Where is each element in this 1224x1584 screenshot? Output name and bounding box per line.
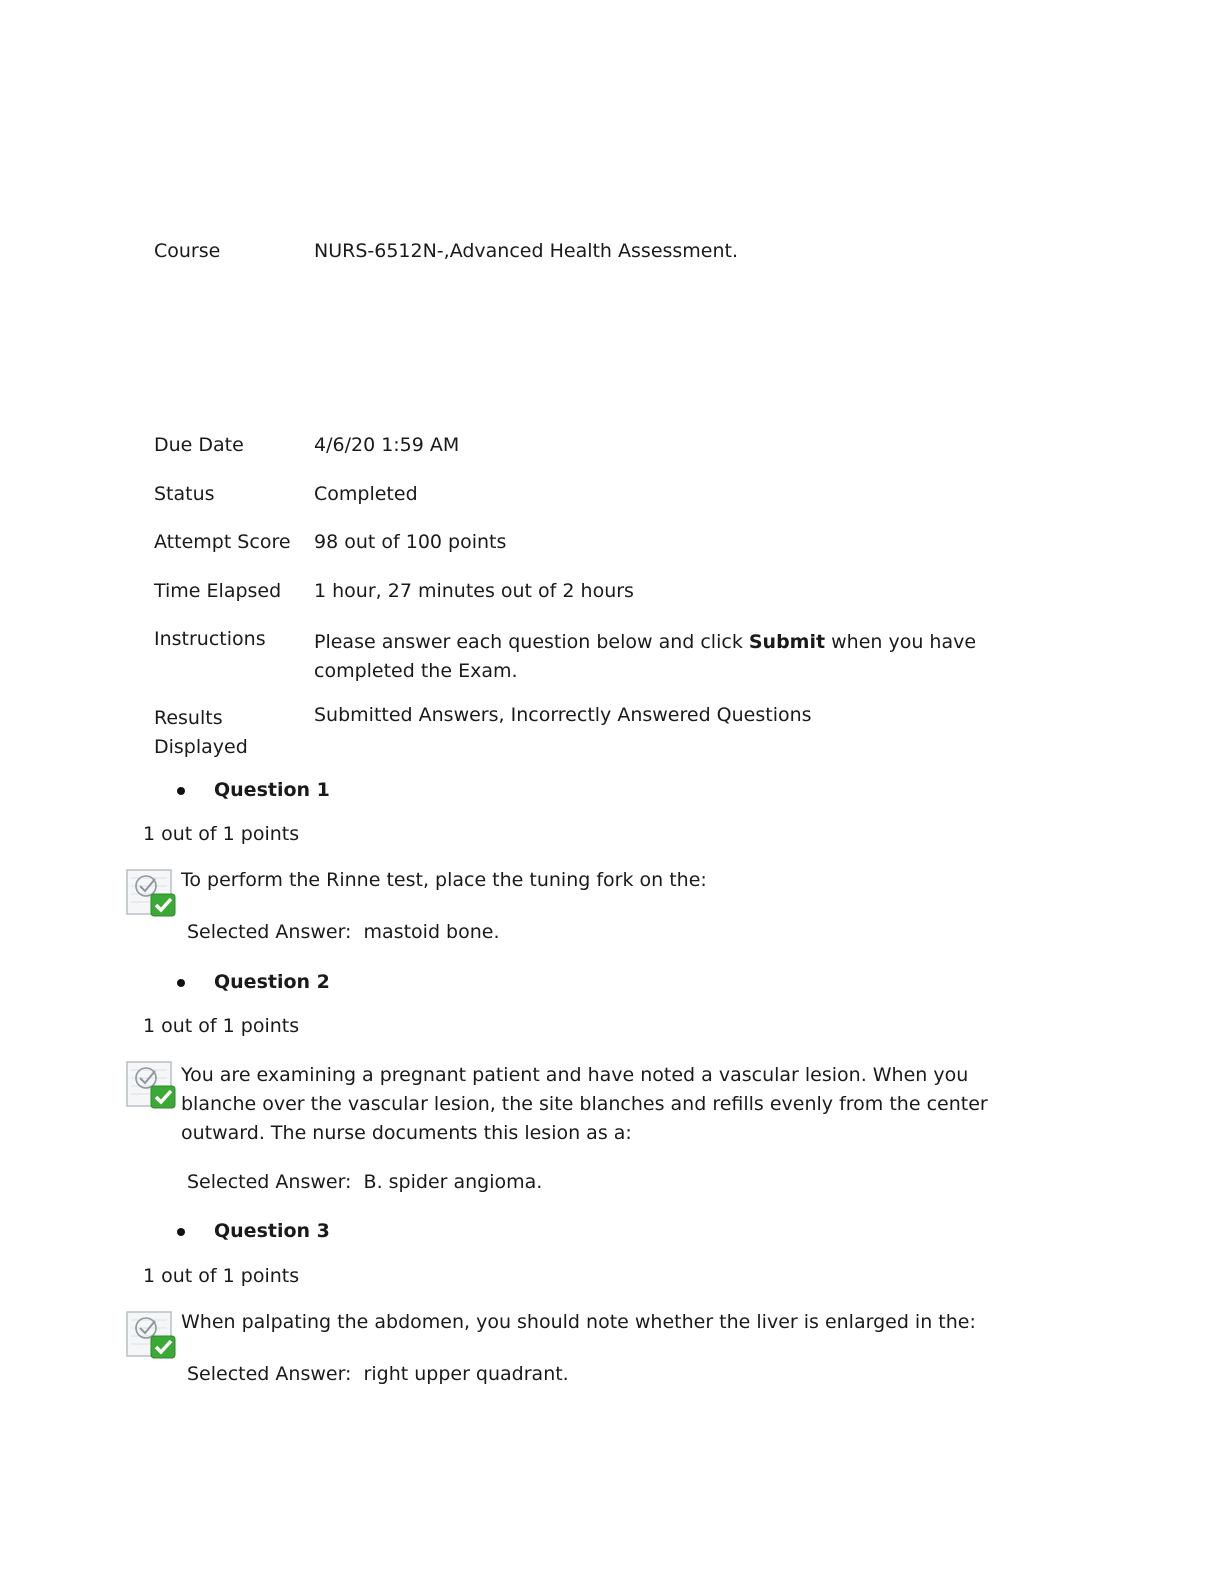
time-elapsed-value: 1 hour, 27 minutes out of 2 hours — [314, 580, 634, 602]
bullet-icon — [177, 979, 185, 987]
due-date-value: 4/6/20 1:59 AM — [314, 434, 460, 456]
results-displayed-value: Submitted Answers, Incorrectly Answered Questions — [314, 704, 812, 726]
status-value: Completed — [314, 483, 418, 505]
correct-check-icon — [126, 1310, 178, 1360]
time-elapsed-label: Time Elapsed — [154, 580, 282, 602]
selected-answer-label: Selected Answer: — [187, 921, 352, 943]
question-1-text: To perform the Rinne test, place the tuning fork on the: — [181, 869, 707, 891]
results-displayed-label: Results Displayed — [154, 707, 248, 758]
instructions-submit-word: Submit — [748, 631, 826, 653]
question-3-title: Question 3 — [214, 1220, 330, 1242]
question-1-points: 1 out of 1 points — [143, 823, 300, 845]
due-date-label: Due Date — [154, 434, 244, 456]
course-value: NURS-6512N-,Advanced Health Assessment. — [314, 240, 739, 262]
selected-answer-label: Selected Answer: — [187, 1171, 352, 1193]
selected-answer-value: right upper quadrant. — [363, 1363, 569, 1385]
instructions-label: Instructions — [154, 628, 266, 650]
question-1-title: Question 1 — [214, 779, 330, 801]
attempt-score-value: 98 out of 100 points — [314, 531, 507, 553]
selected-answer-label: Selected Answer: — [187, 1363, 352, 1385]
bullet-icon — [177, 1228, 185, 1236]
instructions-text-end: when you have completed the Exam. — [314, 631, 977, 682]
question-2-points: 1 out of 1 points — [143, 1015, 300, 1037]
question-2-answer — [187, 1171, 542, 1193]
correct-check-icon — [126, 1060, 178, 1110]
instructions-value — [314, 628, 1064, 686]
question-3-answer — [187, 1363, 569, 1385]
correct-check-icon — [126, 868, 178, 918]
attempt-score-label: Attempt Score — [154, 531, 291, 553]
question-2-text: You are examining a pregnant patient and have noted a vascular lesion. When you blanche over the vascular lesion, the site blanches and refills evenly from the center outward. The nurse documents this lesion as a: — [181, 1064, 988, 1144]
question-3-text: When palpating the abdomen, you should note whether the liver is enlarged in the: — [181, 1311, 976, 1333]
question-3-points: 1 out of 1 points — [143, 1265, 300, 1287]
status-label: Status — [154, 483, 215, 505]
selected-answer-value: mastoid bone. — [363, 921, 500, 943]
course-label: Course — [154, 240, 221, 262]
selected-answer-value: B. spider angioma. — [363, 1171, 543, 1193]
instructions-text-start: Please answer each question below and click — [314, 631, 749, 653]
question-1-answer — [187, 921, 500, 943]
question-2-title: Question 2 — [214, 971, 330, 993]
bullet-icon — [177, 787, 185, 795]
